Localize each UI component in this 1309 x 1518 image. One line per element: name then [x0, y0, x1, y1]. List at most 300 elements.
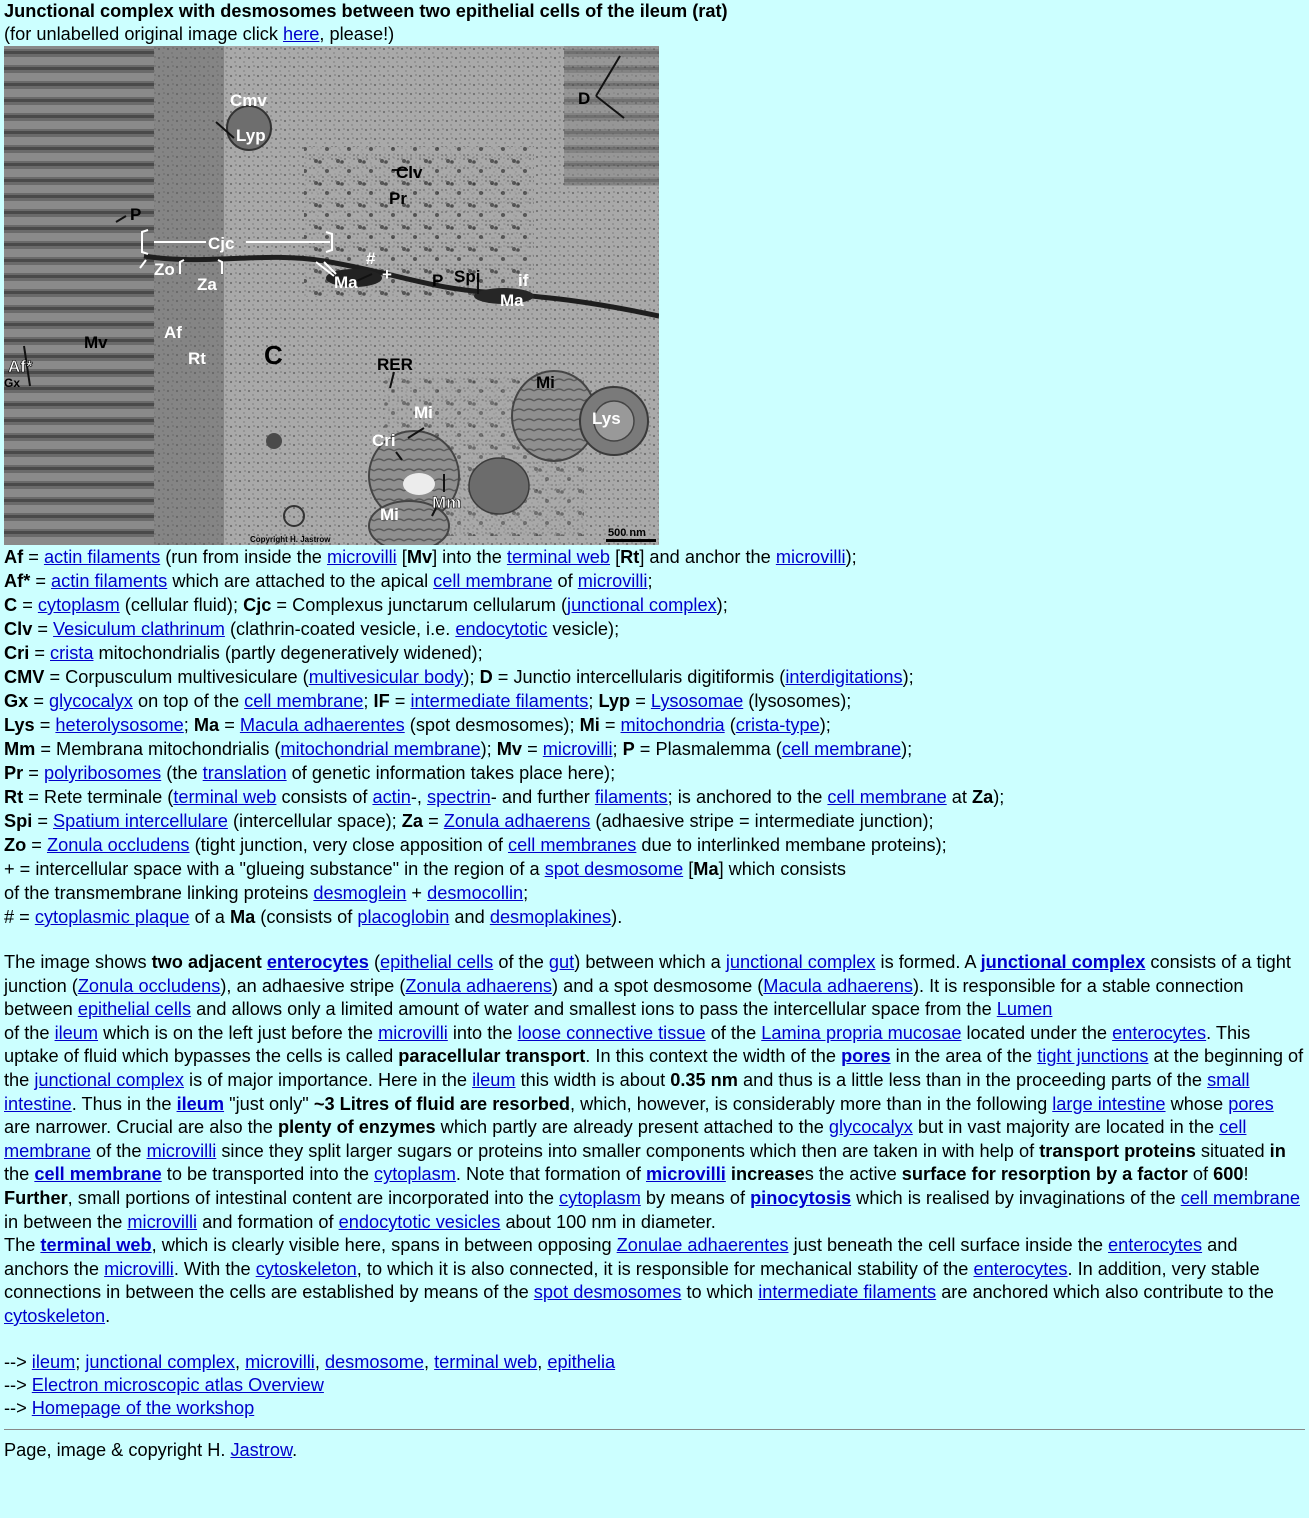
text-link[interactable]: cytoskeleton	[4, 1305, 106, 1326]
text-span: =	[219, 715, 240, 735]
text-span: vesicle);	[547, 619, 620, 639]
text-span: located under the	[961, 1022, 1113, 1043]
text-link[interactable]: heterolysosome	[55, 715, 184, 735]
label-spi: Spi	[454, 267, 481, 286]
text-span: of the	[4, 1022, 55, 1043]
footer	[4, 1439, 1305, 1461]
text-link[interactable]: crista	[50, 643, 94, 663]
text-span: D	[479, 667, 493, 687]
text-link[interactable]: enterocytes	[266, 952, 369, 972]
text-span: = Membrana mitochondrialis (	[35, 739, 281, 759]
text-span: );	[463, 667, 480, 687]
text-span: about 100 nm in diameter.	[500, 1211, 716, 1232]
text-span: and allows only a limited amount of water and smallest ions to pass the intercellular space from the	[191, 999, 997, 1020]
text-span: = Complexus junctarum cellularum (	[271, 595, 568, 615]
text-link[interactable]: actin filaments	[51, 571, 168, 591]
text-link[interactable]: microvilli	[104, 1258, 174, 1279]
text-link[interactable]: cell membrane	[1180, 1187, 1300, 1208]
text-link[interactable]: Zonulae adhaerentes	[616, 1235, 789, 1256]
link-microvilli[interactable]: microvilli	[245, 1351, 315, 1372]
text-span: = Junctio intercellularis digitiformis (	[492, 667, 786, 687]
text-span: [	[610, 547, 621, 567]
text-link[interactable]: desmoglein	[313, 883, 407, 903]
label-za: Za	[197, 275, 217, 294]
text-span: two adjacent	[151, 952, 267, 972]
text-span: Mv	[406, 547, 433, 567]
text-span: , to which it is also connected, it is responsible for mechanical stability of the	[356, 1258, 974, 1279]
text-link[interactable]: loose connective tissue	[517, 1022, 706, 1043]
text-link[interactable]: intermediate filaments	[758, 1282, 937, 1303]
text-span: , which is clearly visible here, spans in between opposing	[151, 1235, 617, 1256]
electron-micrograph	[4, 46, 659, 545]
text-span: ;	[588, 691, 599, 711]
related-links	[4, 1351, 1305, 1420]
text-link[interactable]: Vesiculum clathrinum	[53, 619, 225, 639]
text-link[interactable]: mitochondrial membrane	[280, 739, 481, 759]
text-span: ,	[235, 1351, 246, 1372]
label-cri: Cri	[372, 431, 396, 450]
text-link[interactable]: ileum	[176, 1093, 225, 1114]
text-span: Af*	[4, 571, 31, 591]
text-span: Ma	[693, 859, 719, 879]
text-link[interactable]: actin	[372, 787, 411, 807]
text-span: Page, image & copyright H.	[4, 1439, 231, 1460]
text-span: this width is about	[515, 1069, 671, 1090]
text-span: ;	[75, 1351, 86, 1372]
description-paragraph-2	[4, 1022, 1305, 1234]
text-span: ,	[537, 1351, 548, 1372]
text-link[interactable]: large intestine	[1052, 1093, 1166, 1114]
text-span: are anchored which also contribute to the	[936, 1282, 1274, 1303]
text-span: (tight junction, very close apposition of	[189, 835, 508, 855]
text-span: Lyp	[598, 691, 631, 711]
text-span: into the	[447, 1022, 518, 1043]
text-link[interactable]: small intestine	[4, 1069, 1250, 1114]
atlas-overview-link[interactable]: Electron microscopic atlas Overview	[31, 1374, 324, 1395]
text-span: Za	[971, 787, 994, 807]
text-span: and formation of	[197, 1211, 339, 1232]
text-link[interactable]: Macula adhaerens	[763, 975, 913, 996]
text-span: , small portions of intestinal content are incorporated into the	[67, 1187, 559, 1208]
text-link[interactable]: glycocalyx	[828, 1117, 913, 1138]
text-link[interactable]: gut	[548, 952, 575, 972]
text-span: whose	[1165, 1093, 1229, 1114]
legend-row-gx	[4, 689, 1305, 713]
text-link[interactable]: multivesicular body	[308, 667, 464, 687]
text-span: The image shows	[4, 952, 152, 972]
label-d: D	[578, 89, 591, 108]
text-link[interactable]: cell membranes	[507, 835, 637, 855]
label-if: if	[518, 271, 529, 290]
text-span: . This uptake of fluid which bypasses the cells is called	[4, 1022, 1251, 1067]
text-span: [	[396, 547, 407, 567]
legend-row-mm	[4, 737, 1305, 761]
text-link[interactable]: translation	[202, 763, 287, 783]
text-span: Pr	[4, 763, 24, 783]
text-span: (adhaesive stripe = intermediate junction);	[590, 811, 934, 831]
text-span: ; is anchored to the	[667, 787, 828, 807]
text-span: + = intercellular space with a "glueing substance" in the region of a	[4, 859, 545, 879]
text-span: of	[552, 571, 578, 591]
divider	[4, 1429, 1305, 1430]
text-span: =	[23, 547, 44, 567]
text-link[interactable]: microvilli	[326, 547, 397, 567]
text-link[interactable]: microvilli	[146, 1140, 217, 1161]
related-topics-row	[4, 1351, 1305, 1374]
label-c: C	[264, 340, 283, 370]
label-mi-1: Mi	[536, 373, 555, 392]
text-span: (	[368, 952, 381, 972]
label-ma-2: Ma	[500, 291, 524, 310]
text-span: =	[599, 715, 621, 735]
text-span: !	[1243, 1164, 1249, 1185]
label-lyp: Lyp	[236, 126, 266, 145]
text-link[interactable]: crista-type	[735, 715, 820, 735]
legend-row-cri	[4, 641, 1305, 665]
text-span: .	[292, 1439, 298, 1460]
text-span: is of major importance. Here in the	[183, 1069, 473, 1090]
text-span: =	[389, 691, 411, 711]
text-link[interactable]: desmoplakines	[489, 907, 612, 927]
text-span: by means of	[640, 1187, 751, 1208]
text-link[interactable]: actin filaments	[43, 547, 161, 567]
text-link[interactable]: epithelial cells	[380, 952, 494, 972]
legend-row-spi	[4, 809, 1305, 833]
text-span: =	[423, 811, 444, 831]
text-link[interactable]: cell membrane	[244, 691, 364, 711]
label-ma-1: Ma	[334, 273, 358, 292]
text-span: in	[1269, 1140, 1286, 1161]
text-link[interactable]: ileum	[472, 1069, 516, 1090]
text-link[interactable]: junctional complex	[725, 952, 876, 972]
text-span: , please!)	[319, 24, 395, 44]
text-link[interactable]: enterocytes	[973, 1258, 1068, 1279]
label-pr: Pr	[389, 189, 407, 208]
text-span: ] into the	[432, 547, 507, 567]
page-title: Junctional complex with desmosomes between two epithelial cells of the ileum (rat)	[4, 1, 728, 21]
text-span: ) between which a	[574, 952, 726, 972]
text-span: paracellular transport	[398, 1046, 586, 1067]
label-cmv: Cmv	[230, 91, 267, 110]
text-span: to which	[681, 1282, 759, 1303]
text-span: ,	[314, 1351, 325, 1372]
text-link[interactable]: microvilli	[378, 1022, 448, 1043]
text-link[interactable]: spot desmosomes	[533, 1282, 682, 1303]
text-span: # =	[4, 907, 35, 927]
text-link[interactable]: cytoplasm	[374, 1164, 456, 1185]
link-terminal-web[interactable]: terminal web	[434, 1351, 538, 1372]
text-span: which is realised by invaginations of the	[851, 1187, 1181, 1208]
link-desmosome[interactable]: desmosome	[324, 1351, 425, 1372]
text-span: s the active	[804, 1164, 902, 1185]
text-span: Lys	[4, 715, 35, 735]
text-span: (cellular fluid);	[119, 595, 244, 615]
text-link[interactable]: enterocytes	[1108, 1235, 1203, 1256]
text-link[interactable]: spectrin	[427, 787, 491, 807]
text-link[interactable]: Lysosomae	[650, 691, 744, 711]
text-link[interactable]: placoglobin	[357, 907, 450, 927]
text-link[interactable]: microvilli	[127, 1211, 198, 1232]
text-span: );	[845, 547, 857, 567]
text-span: P	[622, 739, 635, 759]
text-span: (run from inside the	[160, 547, 327, 567]
description-paragraph-3	[4, 1234, 1305, 1328]
text-span: =	[28, 691, 49, 711]
text-span: of the	[705, 1022, 762, 1043]
text-span: and thus is a little less than in the proceeding parts of the	[737, 1069, 1208, 1090]
text-span: . With the	[173, 1258, 256, 1279]
text-link[interactable]: endocytotic	[455, 619, 548, 639]
label-rt: Rt	[188, 349, 206, 368]
text-span: );	[716, 595, 728, 615]
text-span: Mv	[496, 739, 523, 759]
text-span: - and further	[490, 787, 595, 807]
text-link[interactable]: epithelial cells	[77, 999, 192, 1020]
text-span: surface for resorption by a factor	[901, 1164, 1188, 1185]
text-link[interactable]: endocytotic vesicles	[338, 1211, 501, 1232]
text-link[interactable]: cytoplasm	[559, 1187, 641, 1208]
text-span: =	[26, 835, 47, 855]
text-link[interactable]: interdigitations	[785, 667, 903, 687]
text-link[interactable]: Zonula adhaerens	[405, 975, 553, 996]
text-span: Ma	[193, 715, 220, 735]
text-span: ).	[611, 907, 623, 927]
text-span: ~3 Litres of fluid are resorbed	[313, 1093, 571, 1114]
text-span: Cjc	[243, 595, 272, 615]
label-gx: Gx	[4, 376, 21, 390]
text-span: and	[449, 907, 490, 927]
text-link[interactable]: pores	[841, 1046, 891, 1067]
text-span: CMV	[4, 667, 45, 687]
text-link[interactable]: spot desmosome	[544, 859, 684, 879]
text-link[interactable]: junctional complex	[34, 1069, 184, 1090]
label-hash: #	[366, 249, 376, 268]
text-span: at the beginning of the	[4, 1046, 1304, 1090]
text-span: Spi	[4, 811, 33, 831]
label-clv: Clv	[396, 163, 423, 182]
homepage-link[interactable]: Homepage of the workshop	[31, 1397, 255, 1418]
description-paragraph-1	[4, 951, 1305, 1022]
text-span: ;	[647, 571, 653, 591]
text-link[interactable]: Zonula occludens	[77, 975, 221, 996]
text-span: ] which consists	[718, 859, 846, 879]
text-span: but in vast majority are located in the	[912, 1117, 1220, 1138]
text-span: C	[4, 595, 18, 615]
text-link[interactable]: Lamina propria mucosae	[761, 1022, 962, 1043]
legend-row-clv	[4, 617, 1305, 641]
text-span: );	[901, 739, 913, 759]
text-span: ), an adhaesive stripe (	[220, 975, 406, 996]
text-span: (lysosomes);	[743, 691, 852, 711]
text-span: just beneath the cell surface inside the	[788, 1235, 1109, 1256]
text-span: plenty of enzymes	[277, 1117, 436, 1138]
subtitle	[4, 22, 1305, 46]
text-link[interactable]: intermediate filaments	[410, 691, 589, 711]
text-span: consists of a tight junction (	[4, 952, 1291, 996]
text-span: (the	[161, 763, 203, 783]
legend-row-rt	[4, 785, 1305, 809]
text-link[interactable]: mitochondria	[620, 715, 725, 735]
text-span: -->	[4, 1351, 32, 1372]
text-span: +	[406, 883, 428, 903]
text-link[interactable]: cell membrane	[34, 1164, 162, 1185]
text-span: =	[29, 643, 50, 663]
text-span: =	[34, 715, 56, 735]
text-span: on top of the	[132, 691, 245, 711]
label-lys: Lys	[592, 409, 621, 428]
text-span: which is on the left just before the	[98, 1022, 379, 1043]
text-span: =	[23, 763, 44, 783]
text-span: transport proteins	[1039, 1140, 1196, 1161]
text-span: ;	[183, 715, 194, 735]
text-span: (consists of	[255, 907, 358, 927]
label-p: P	[130, 205, 142, 224]
text-span: = Rete terminale (	[23, 787, 174, 807]
text-link[interactable]: terminal web	[173, 787, 277, 807]
link-ileum[interactable]: ileum	[31, 1351, 76, 1372]
label-af: Af	[164, 323, 182, 342]
text-link[interactable]: Zonula adhaerens	[443, 811, 591, 831]
text-link[interactable]: microvilli	[577, 571, 648, 591]
text-link[interactable]: terminal web	[506, 547, 611, 567]
text-span: );	[993, 787, 1005, 807]
legend-row-pr	[4, 761, 1305, 785]
text-span: of a	[189, 907, 230, 927]
text-span: are narrower. Crucial are also the	[4, 1117, 278, 1138]
text-span: (for unlabelled original image click	[4, 24, 284, 44]
text-span: 0.35 nm	[670, 1069, 738, 1090]
text-link[interactable]: cytoskeleton	[255, 1258, 357, 1279]
text-link[interactable]: junctional complex	[980, 952, 1146, 972]
text-span: Cri	[4, 643, 30, 663]
label-rer: RER	[377, 355, 413, 374]
text-link[interactable]: terminal web	[40, 1235, 152, 1256]
text-span: (	[724, 715, 736, 735]
micrograph-svg	[4, 46, 659, 545]
label-mi-3: Mi	[380, 505, 399, 524]
text-link[interactable]: Macula adhaerentes	[239, 715, 405, 735]
label-cjc: Cjc	[208, 234, 235, 253]
link-epithelia[interactable]: epithelia	[547, 1351, 616, 1372]
legend-row-zo	[4, 833, 1305, 857]
text-span: =	[522, 739, 543, 759]
text-span: Rt	[4, 787, 24, 807]
text-link[interactable]: microvilli	[775, 547, 846, 567]
text-span: Za	[401, 811, 424, 831]
text-link[interactable]: pores	[1228, 1093, 1274, 1114]
text-link[interactable]: enterocytes	[1112, 1022, 1207, 1043]
text-span: .	[105, 1305, 111, 1326]
unlabelled-image-link[interactable]: here	[283, 24, 320, 44]
text-span: ;	[523, 883, 529, 903]
text-span: "just only"	[224, 1093, 314, 1114]
text-span: of the transmembrane linking proteins	[4, 883, 314, 903]
text-span: of the	[493, 952, 549, 972]
text-span: the	[4, 1164, 35, 1185]
text-span: Ma	[229, 907, 256, 927]
text-span: Rt	[620, 547, 640, 567]
text-span: ,	[424, 1351, 435, 1372]
text-link[interactable]: tight junctions	[1037, 1046, 1149, 1067]
text-span: due to interlinked membane proteins);	[636, 835, 947, 855]
text-span: ) and a spot desmosome (	[552, 975, 764, 996]
text-span: increase	[730, 1164, 805, 1185]
text-span: Mm	[4, 739, 36, 759]
text-link[interactable]: cell membrane	[827, 787, 947, 807]
text-link[interactable]: Spatium intercellulare	[53, 811, 228, 831]
text-span: Further	[4, 1187, 68, 1208]
text-span: Clv	[4, 619, 33, 639]
legend-row-af-star	[4, 569, 1305, 593]
text-link[interactable]: cytoplasmic plaque	[34, 907, 190, 927]
text-link[interactable]: cell membrane	[4, 1117, 1247, 1161]
legend-row-plus	[4, 857, 1305, 881]
text-link[interactable]: cell membrane	[433, 571, 553, 591]
text-span: and anchors the	[4, 1235, 1238, 1279]
label-mm: Mm	[432, 493, 462, 512]
text-span: -->	[4, 1397, 32, 1418]
text-link[interactable]: filaments	[594, 787, 668, 807]
text-span: is formed. A	[875, 952, 981, 972]
legend-row-cmv	[4, 665, 1305, 689]
text-span: );	[902, 667, 914, 687]
text-span: in the area of the	[890, 1046, 1038, 1067]
text-span: [	[683, 859, 694, 879]
text-span: 600	[1213, 1164, 1244, 1185]
author-link[interactable]: Jastrow	[230, 1439, 293, 1460]
text-link[interactable]: microvilli	[542, 739, 613, 759]
atlas-overview-row	[4, 1374, 1305, 1397]
text-span: , which, however, is considerably more than in the following	[570, 1093, 1053, 1114]
text-link[interactable]: desmocollin	[427, 883, 524, 903]
scale-bar-label: 500 nm	[608, 527, 646, 539]
text-span: = Corpusculum multivesiculare (	[44, 667, 309, 687]
legend-row-plus-cont	[4, 881, 1305, 905]
text-link[interactable]: polyribosomes	[43, 763, 162, 783]
text-span: =	[32, 619, 54, 639]
text-link[interactable]: Lumen	[996, 999, 1053, 1020]
text-span: IF	[373, 691, 390, 711]
text-link[interactable]: ileum	[54, 1022, 99, 1043]
label-zo: Zo	[154, 260, 175, 279]
text-link[interactable]: Zonula occludens	[46, 835, 190, 855]
text-link[interactable]: glycocalyx	[49, 691, 133, 711]
text-span: ). It is responsible for a stable connection between	[4, 975, 1244, 1020]
text-span: of genetic information takes place here);	[286, 763, 616, 783]
text-span: ;	[363, 691, 374, 711]
legend-row-hash	[4, 905, 1305, 929]
text-span: );	[819, 715, 831, 735]
text-link[interactable]: cell membrane	[781, 739, 902, 759]
text-span: (spot desmosomes);	[404, 715, 580, 735]
text-span: ] and anchor the	[639, 547, 776, 567]
legend-row-lys	[4, 713, 1305, 737]
text-span: -->	[4, 1374, 32, 1395]
text-span: of	[1187, 1164, 1214, 1185]
label-p-2: P	[432, 271, 444, 290]
text-span: =	[30, 571, 52, 591]
text-link[interactable]: cytoplasm	[37, 595, 120, 615]
text-span: to be transported into the	[161, 1164, 375, 1185]
text-link[interactable]: pinocytosis	[750, 1187, 852, 1208]
text-link[interactable]: microvilli	[645, 1164, 726, 1185]
text-span: =	[630, 691, 651, 711]
image-copyright: Copyright H. Jastrow	[250, 535, 331, 544]
label-mv: Mv	[84, 333, 108, 352]
legend-row-af	[4, 545, 1305, 569]
link-junctional-complex[interactable]: junctional complex	[85, 1351, 235, 1372]
text-link[interactable]: junctional complex	[567, 595, 717, 615]
